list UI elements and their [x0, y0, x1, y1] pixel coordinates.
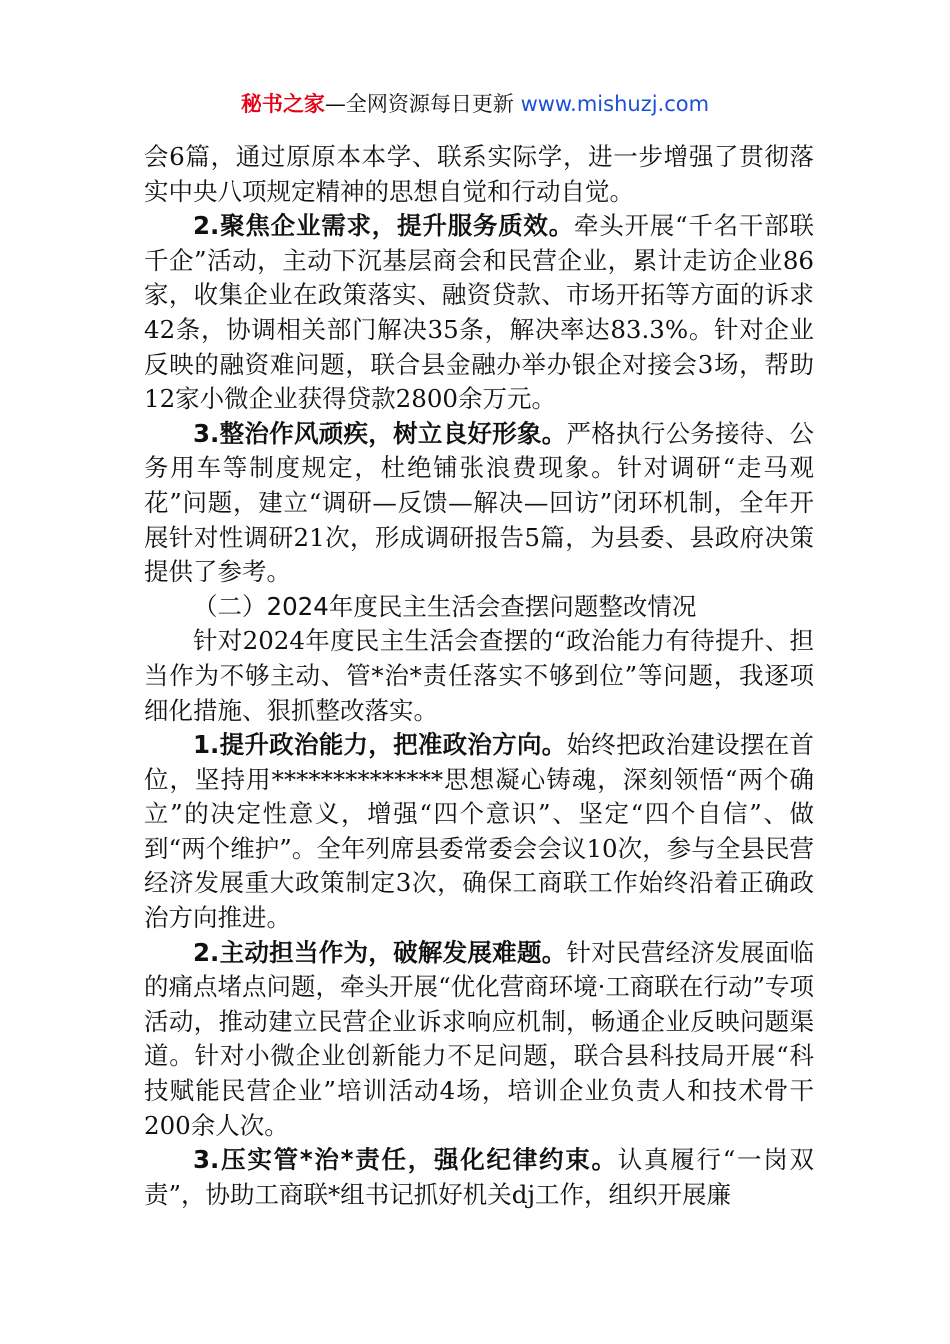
paragraph-item	[144, 1143, 814, 1212]
site-name: 秘书之家	[240, 92, 325, 116]
subheading-text: （二）2024年度民主生活会查摆问题整改情况	[193, 591, 697, 621]
paragraph-item	[144, 209, 814, 417]
site-tagline: —全网资源每日更新	[324, 92, 521, 116]
paragraph-text: 牵头开展“千名干部联千企”活动，主动下沉基层商会和民营企业，累计走访企业86家，收集企业在政策落实、融资贷款、市场开拓等方面的诉求42条，协调相关部门解决35条，解决率达83.3%。针对企业反映的融资难问题，联合县金融办举办银企对接会3场，帮助12家小微企业获得贷款2800余万元。	[144, 211, 814, 414]
site-url-link[interactable]: www.mishuzj.com	[520, 92, 710, 116]
paragraph-text: 认真履行“一岗双责”，协助工商联*组书记抓好机关dj工作，组织开展廉	[144, 1145, 814, 1209]
paragraph-intro	[144, 624, 814, 728]
paragraph-text: 针对民营经济发展面临的痛点堵点问题，牵头开展“优化营商环境·工商联在行动”专项活动，推动建立民营企业诉求响应机制，畅通企业反映问题渠道。针对小微企业创新能力不足问题，联合县科技局开展“科技赋能民营企业”培训活动4场，培训企业负责人和技术骨干200余人次。	[144, 937, 815, 1140]
paragraph-lead-heading: 2.聚焦企业需求，提升服务质效。	[193, 211, 574, 241]
paragraph-lead-heading: 1.提升政治能力，把准政治方向。	[193, 730, 567, 760]
section-subheading	[144, 590, 814, 625]
site-header	[0, 88, 950, 120]
paragraph-text: 始终把政治建设摆在首位，坚持用**************思想凝心铸魂，深刻领悟“两个确立”的决定性意义，增强“四个意识”、坚定“四个自信”、做到“两个维护”。全年列席县委常委会会议10次，参与全县民营经济发展重大政策制定3次，确保工商联工作始终沿着正确政治方向推进。	[144, 730, 815, 933]
paragraph-lead-heading: 3.压实管*治*责任，强化纪律约束。	[193, 1145, 618, 1175]
paragraph-text: 针对2024年度民主生活会查摆的“政治能力有待提升、担当作为不够主动、管*治*责任落实不够到位”等问题，我逐项细化措施、狠抓整改落实。	[144, 626, 814, 725]
document-body	[144, 140, 814, 1212]
paragraph-text: 严格执行公务接待、公务用车等制度规定，杜绝铺张浪费现象。针对调研“走马观花”问题，建立“调研—反馈—解决—回访”闭环机制，全年开展针对性调研21次，形成调研报告5篇，为县委、县政府决策提供了参考。	[144, 418, 815, 587]
paragraph-item	[144, 728, 814, 936]
paragraph-lead-heading: 3.整治作风顽疾，树立良好形象。	[193, 418, 567, 448]
paragraph-item	[144, 936, 814, 1144]
paragraph-lead-heading: 2.主动担当作为，破解发展难题。	[193, 937, 567, 967]
paragraph-continuation	[144, 140, 814, 209]
paragraph-text: 会6篇，通过原原本本学、联系实际学，进一步增强了贯彻落实中央八项规定精神的思想自觉和行动自觉。	[144, 142, 814, 206]
paragraph-item	[144, 417, 814, 590]
